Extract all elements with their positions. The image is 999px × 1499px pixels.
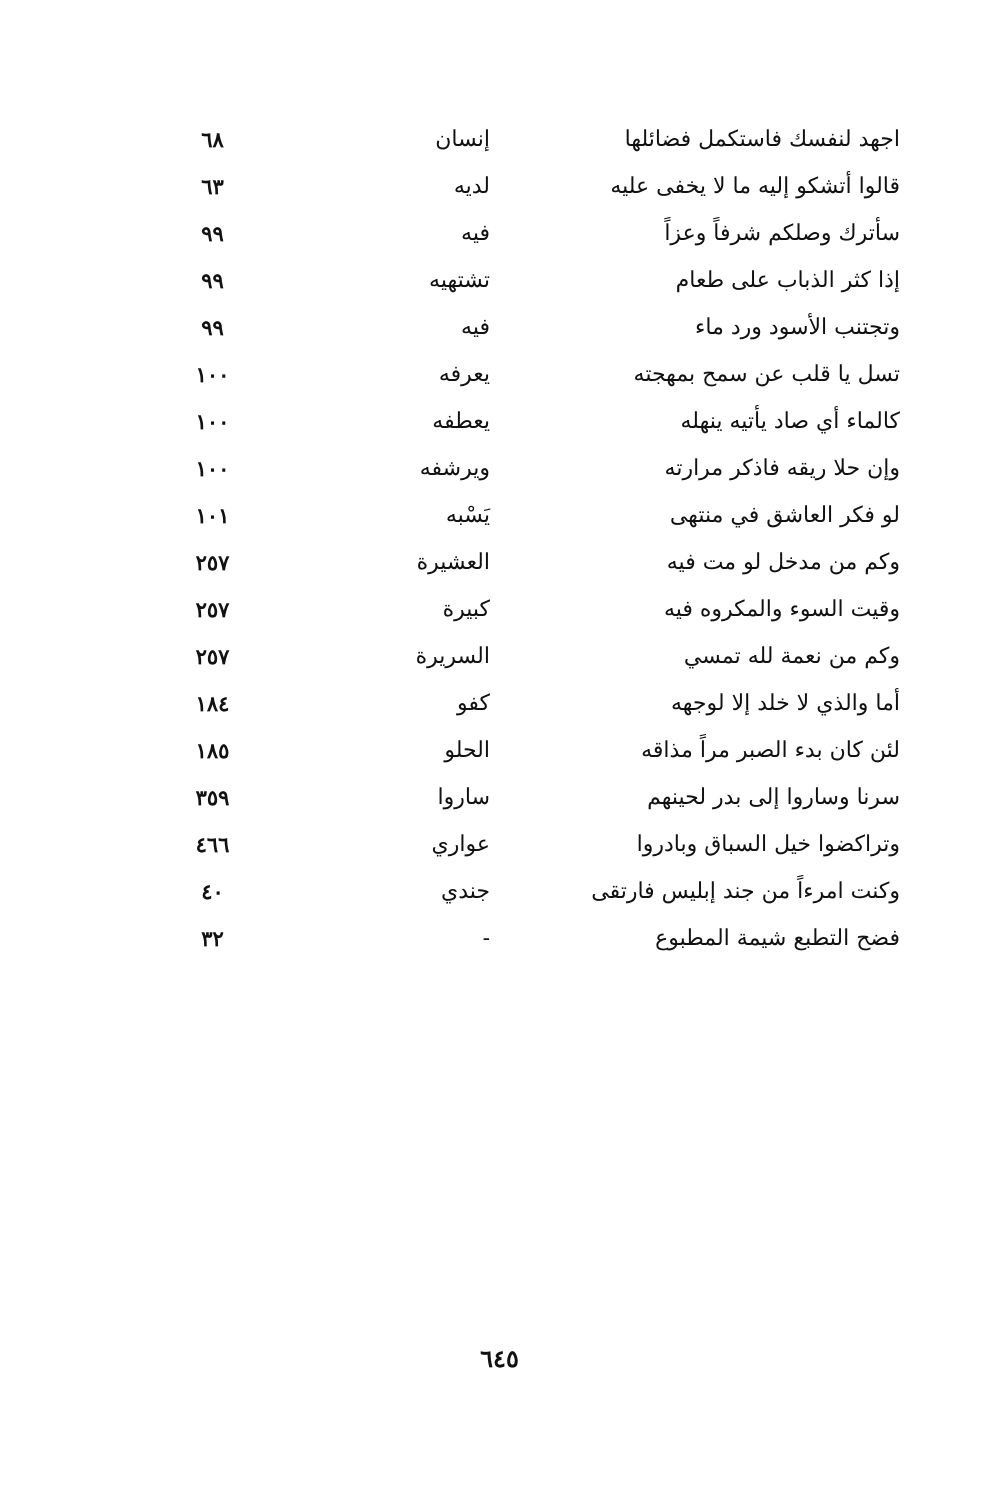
rhyme-word: يعطفه	[432, 409, 490, 434]
rhyme-word: -	[482, 926, 490, 951]
table-row	[80, 633, 900, 680]
rhyme-word: يعرفه	[438, 362, 490, 387]
page-ref: ١٠٠	[195, 409, 230, 434]
page-ref: ٩٩	[201, 221, 224, 246]
page-ref: ٣٢	[201, 926, 224, 951]
page-ref: ١٠١	[195, 503, 230, 528]
table-row	[80, 727, 900, 774]
verse-index-table	[80, 116, 900, 962]
verse-text: كالماء أي صاد يأتيه ينهله	[680, 409, 900, 434]
rhyme-word: يَسْبه	[445, 503, 490, 528]
page-ref: ١٨٥	[195, 738, 230, 763]
verse-text: سأترك وصلكم شرفاً وعزاً	[664, 221, 900, 246]
page-ref: ٣٥٩	[195, 785, 230, 810]
rhyme-word: السريرة	[415, 644, 490, 669]
page-ref: ٩٩	[201, 315, 224, 340]
table-row	[80, 163, 900, 210]
rhyme-word: إنسان	[435, 127, 490, 152]
rhyme-word: لديه	[453, 174, 490, 199]
table-row	[80, 539, 900, 586]
rhyme-word: العشيرة	[416, 550, 490, 575]
rhyme-word: جندي	[440, 879, 490, 904]
rhyme-word: الحلو	[444, 738, 490, 763]
table-row	[80, 915, 900, 962]
verse-text: وإن حلا ريقه فاذكر مرارته	[664, 456, 900, 481]
table-row	[80, 821, 900, 868]
verse-text: أما والذي لا خلد إلا لوجهه	[670, 691, 900, 716]
verse-text: وكنت امرءاً من جند إبليس فارتقى	[591, 879, 900, 904]
verse-text: وكم من نعمة لله تمسي	[683, 644, 900, 669]
rhyme-word: كبيرة	[442, 597, 490, 622]
page-ref: ٤٠	[201, 879, 224, 904]
verse-text: إذا كثر الذباب على طعام	[675, 268, 900, 293]
page-ref: ١٠٠	[195, 362, 230, 387]
page-ref: ١٨٤	[195, 691, 230, 716]
page-number: ٦٤٥	[480, 1344, 519, 1373]
rhyme-word: فيه	[461, 315, 490, 340]
verse-text: تسل يا قلب عن سمح بمهجته	[633, 362, 900, 387]
verse-text: لئن كان بدء الصبر مراً مذاقه	[641, 738, 900, 763]
verse-text: لو فكر العاشق في منتهى	[669, 503, 900, 528]
verse-text: وتراكضوا خيل السباق وبادروا	[636, 832, 900, 857]
page-ref: ٢٥٧	[195, 597, 230, 622]
table-row	[80, 304, 900, 351]
rhyme-word: تشتهيه	[429, 268, 490, 293]
rhyme-word: فيه	[461, 221, 490, 246]
table-row	[80, 116, 900, 163]
verse-text: سرنا وساروا إلى بدر لحينهم	[647, 785, 900, 810]
table-row	[80, 586, 900, 633]
table-row	[80, 680, 900, 727]
table-row	[80, 210, 900, 257]
verse-text: وكم من مدخل لو مت فيه	[666, 550, 900, 575]
page-ref: ٢٥٧	[195, 550, 230, 575]
verse-text: قالوا أتشكو إليه ما لا يخفى عليه	[610, 174, 900, 199]
table-row	[80, 351, 900, 398]
page-ref: ٦٣	[201, 174, 224, 199]
page-ref: ١٠٠	[195, 456, 230, 481]
page-ref: ٤٦٦	[195, 832, 230, 857]
table-row	[80, 492, 900, 539]
rhyme-word: عواري	[431, 832, 490, 857]
rhyme-word: كفو	[457, 691, 490, 716]
table-row	[80, 868, 900, 915]
verse-text: وقيت السوء والمكروه فيه	[663, 597, 900, 622]
table-row	[80, 774, 900, 821]
verse-text: وتجتنب الأسود ورد ماء	[695, 315, 900, 340]
table-row	[80, 445, 900, 492]
table-row	[80, 398, 900, 445]
page-ref: ٢٥٧	[195, 644, 230, 669]
page-ref: ٦٨	[201, 127, 224, 152]
rhyme-word: ويرشفه	[419, 456, 490, 481]
table-row	[80, 257, 900, 304]
verse-text: اجهد لنفسك فاستكمل فضائلها	[624, 127, 900, 152]
rhyme-word: ساروا	[437, 785, 490, 810]
page-ref: ٩٩	[201, 268, 224, 293]
verse-text: فضح التطبع شيمة المطبوع	[655, 926, 900, 951]
